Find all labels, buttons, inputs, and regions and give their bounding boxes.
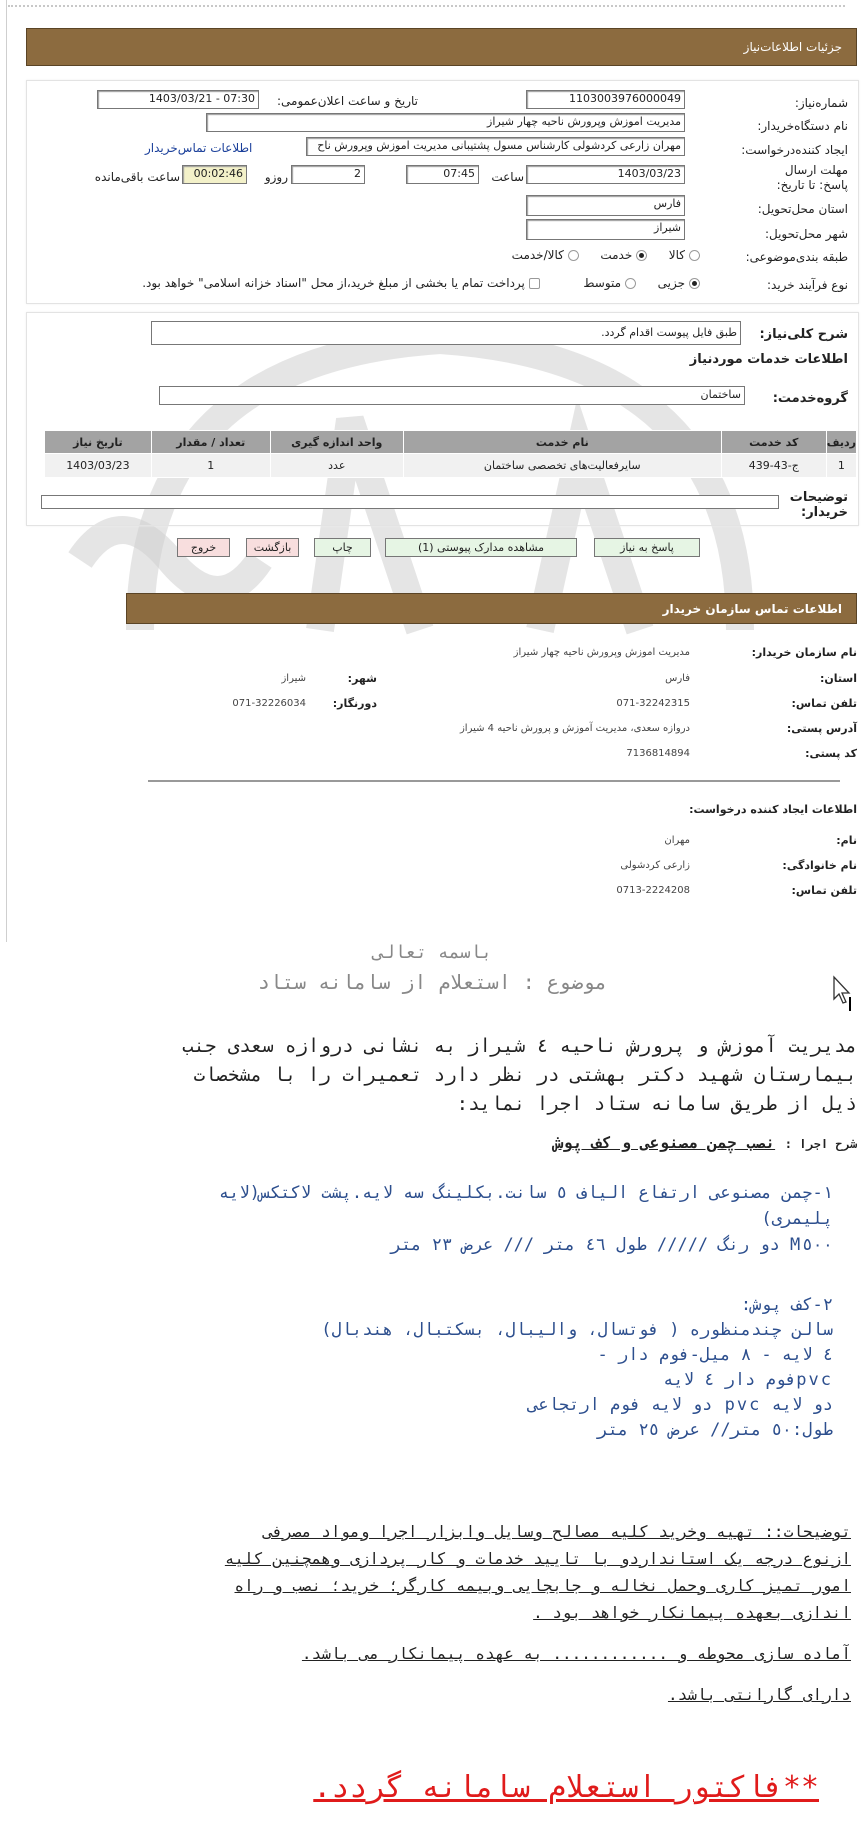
days-label: روزو (264, 170, 288, 184)
doc-item1 (219, 1180, 833, 1258)
process-radio-group (124, 276, 700, 290)
col-row: ردیف (826, 431, 856, 454)
group-label: گروه‌خدمت: (772, 391, 848, 406)
treasury-text: پرداخت تمام یا بخشی از مبلغ خرید،از محل "اسناد خزانه اسلامی" خواهد بود. (142, 276, 525, 290)
days-field[interactable]: 2 (291, 165, 365, 184)
fax-value: 071-32226034 (232, 698, 306, 709)
exit-button[interactable]: خروج (177, 538, 230, 557)
deadline-time-field[interactable]: 07:45 (406, 165, 479, 184)
top-divider (8, 5, 845, 7)
scope-label: شرح اجرا : (784, 1137, 857, 1151)
time-label: ساعت (491, 170, 524, 184)
province-field[interactable]: فارس (526, 195, 685, 216)
requester-name-value: مهران (664, 835, 690, 846)
cell-qty: 1 (151, 454, 270, 478)
address-value: دروازه سعدی، مدیریت آموزش و پرورش ناحیه 4 شیراز (459, 723, 690, 734)
contact-province-value: فارس (665, 673, 690, 684)
col-unit: واحد اندازه گیری (270, 431, 403, 454)
doc-scope (554, 1133, 857, 1152)
back-button[interactable]: بازگشت (246, 538, 299, 557)
buyer-label: نام دستگاه‌خریدار: (757, 119, 848, 133)
table-row (45, 454, 857, 478)
option-label: جزیی (657, 276, 685, 290)
option-label: کالا/خدمت (511, 248, 564, 262)
summary-field[interactable]: طبق فایل پیوست اقدام گردد. (151, 321, 741, 345)
notes-line: امور تمیز کاری وحمل نخاله و جابجایی وبیمه کارگر؛ خرید؛ نصب و راه (234, 1576, 851, 1595)
deadline-date-field[interactable]: 1403/03/23 (526, 165, 685, 184)
left-border (6, 0, 7, 942)
item2-line: ٤ لایه - ٨ میل-فوم دار - (597, 1345, 833, 1365)
contact-city-value: شیراز (281, 673, 306, 684)
intro-line: بیمارستان شهید دکتر بهشتی در نظر دارد تعمیرات را با مشخصات (193, 1064, 857, 1086)
notes-line: توضیحات:: تهیه وخرید کلیه مصالح وسایل وابزار اجرا ومواد مصرفی (263, 1522, 851, 1541)
item2-line: سالن چندمنظوره ( فوتسال، والیبال، بسکتبال، هندبال) (321, 1320, 833, 1340)
notes-line: اندازی بعهده پیمانکار خواهد بود . (533, 1603, 851, 1622)
province-label: استان محل‌تحویل: (757, 202, 848, 216)
col-qty: تعداد / مقدار (151, 431, 270, 454)
process-option-minor[interactable] (658, 276, 700, 290)
category-option-both[interactable] (512, 248, 579, 262)
creator-field[interactable]: مهران زارعی کردشولی کارشناس مسول پشتیبانی مدیریت اموزش وپرورش ناح (306, 137, 685, 156)
item2-line: دو لایه pvc دو لایه فوم ارتجاعی (528, 1395, 833, 1415)
col-code: کد خدمت (721, 431, 826, 454)
radio-service[interactable] (636, 250, 647, 261)
contact-divider (148, 780, 840, 782)
buyer-contact-link[interactable]: اطلاعات تماس‌خریدار (145, 141, 253, 155)
treasury-checkbox[interactable] (529, 278, 540, 289)
radio-minor[interactable] (689, 278, 700, 289)
announce-date-field[interactable]: 1403/03/21 - 07:30 (97, 90, 259, 109)
contact-title: اطلاعات تماس سازمان خریدار (662, 601, 842, 616)
requester-family-value: زارعی کردشولی (620, 860, 690, 871)
category-radio-group (494, 248, 700, 262)
services-table (44, 430, 857, 478)
treasury-checkbox-option[interactable] (142, 276, 540, 290)
cell-name: سایرفعالیت‌های تخصصی ساختمان (403, 454, 721, 478)
requester-phone-label: تلفن تماس: (791, 884, 857, 897)
radio-medium[interactable] (625, 278, 636, 289)
doc-intro (182, 1032, 857, 1119)
table-header-row (45, 431, 857, 454)
postal-value: 7136814894 (626, 748, 690, 759)
remaining-label: ساعت باقی‌مانده (94, 170, 180, 184)
page-header (26, 28, 857, 66)
doc-invoice-note: **فاکتور استعلام سامانه گردد. (313, 1770, 819, 1805)
option-label: خدمت (600, 248, 633, 262)
view-attachments-button[interactable]: مشاهده مدارک پیوستی (1) (385, 538, 577, 557)
requester-name-label: نام: (836, 834, 857, 847)
fax-label: دورنگار: (332, 697, 377, 710)
requester-family-label: نام خانوادگی: (782, 859, 857, 872)
creator-label: ایجاد کننده‌درخواست: (741, 143, 848, 157)
doc-subject: موضوع : استعلام از سامانه ستاد (257, 970, 608, 994)
address-label: آدرس پستی: (786, 722, 857, 735)
doc-prep: آماده سازی محوطه و ............ به عهده پیمانکار می باشد. (301, 1644, 851, 1663)
print-button[interactable]: چاپ (314, 538, 371, 557)
buyer-notes-field[interactable] (41, 495, 779, 509)
category-option-service[interactable] (600, 248, 647, 262)
item2-line: طول:٥٠ متر// عرض ٢٥ متر (597, 1420, 833, 1440)
phone-value: 071-32242315 (616, 698, 690, 709)
intro-line: مدیریت آموزش و پرورش ناحیه ٤ شیراز به نشانی دروازه سعدی جنب (182, 1035, 857, 1057)
item1-line: ۱-چمن مصنوعی ارتفاع الیاف ٥ سانت.بکلینگ سه لایه.پشت لاکتکس(لایه (218, 1183, 833, 1203)
phone-label: تلفن تماس: (791, 697, 857, 710)
postal-label: کد پستی: (805, 747, 857, 760)
page-title: جزئیات اطلاعات‌نیاز (743, 40, 842, 54)
intro-line: ذیل از طریق سامانه ستاد اجرا نماید: (456, 1093, 857, 1115)
process-label: نوع فرآیند خرید: (767, 278, 848, 292)
contact-city-label: شهر: (347, 672, 377, 685)
city-label: شهر محل‌تحویل: (764, 227, 848, 241)
announce-label: تاریخ و ساعت اعلان‌عمومی: (276, 94, 418, 108)
requester-phone-value: 0713-2224208 (616, 885, 690, 896)
item1-line: M٥٠٠ دو رنگ ///// طول ٤٦ متر /// عرض ٢٣ متر (390, 1235, 833, 1255)
notes-line: ازنوع درجه یک استانداردو با تایید خدمات و کار پردازی وهمچنین کلیه (224, 1549, 851, 1568)
summary-label: شرح کلی‌نیاز: (759, 327, 848, 342)
cell-row: 1 (826, 454, 856, 478)
services-heading: اطلاعات خدمات موردنیاز (689, 352, 848, 367)
col-date: تاریخ نیاز (45, 431, 152, 454)
cell-code: ج-43-439 (721, 454, 826, 478)
contact-header (126, 593, 857, 624)
option-label: کالا (668, 248, 685, 262)
buyer-notes-label: توضیحات خریدار: (789, 490, 848, 520)
need-number-label: شماره‌نیاز: (794, 96, 848, 110)
cell-date: 1403/03/23 (45, 454, 152, 478)
mouse-cursor-icon (832, 975, 854, 1011)
col-name: نام خدمت (403, 431, 721, 454)
category-label: طبقه بندی‌موضوعی: (745, 250, 848, 264)
city-field[interactable]: شیراز (526, 219, 685, 240)
scope-value: نصب چمن مصنوعی و کف پوش (553, 1133, 776, 1152)
doc-bismillah: باسمه تعالی (372, 942, 493, 963)
radio-goods-service[interactable] (568, 250, 579, 261)
item1-line: پلیمری) (761, 1209, 833, 1229)
reply-button[interactable]: پاسخ به نیاز (594, 538, 700, 557)
remaining-time-field: 00:02:46 (182, 165, 247, 184)
buyer-field[interactable]: مدیریت اموزش وپرورش ناحیه چهار شیراز (206, 113, 685, 132)
category-option-goods[interactable] (669, 248, 700, 262)
item2-line: pvcفوم دار ٤ لایه (663, 1370, 833, 1390)
need-number-field[interactable]: 1103003976000049 (526, 90, 685, 109)
contact-province-label: استان: (820, 672, 857, 685)
org-value: مدیریت اموزش وپرورش ناحیه چهار شیراز (513, 647, 690, 658)
doc-warranty: دارای گارانتی باشد. (667, 1685, 851, 1704)
cell-unit: عدد (270, 454, 403, 478)
doc-item2 (321, 1293, 833, 1443)
deadline-label: مهلت ارسال پاسخ: تا تاریخ: (776, 163, 848, 192)
radio-goods[interactable] (689, 250, 700, 261)
group-field[interactable]: ساختمان (159, 386, 745, 405)
org-label: نام سازمان خریدار: (751, 646, 857, 659)
requester-heading: اطلاعات ایجاد کننده درخواست: (689, 803, 857, 816)
item2-line: ۲-کف پوش: (740, 1295, 833, 1315)
doc-notes (225, 1518, 851, 1626)
process-option-medium[interactable] (583, 276, 636, 290)
option-label: متوسط (583, 276, 622, 290)
